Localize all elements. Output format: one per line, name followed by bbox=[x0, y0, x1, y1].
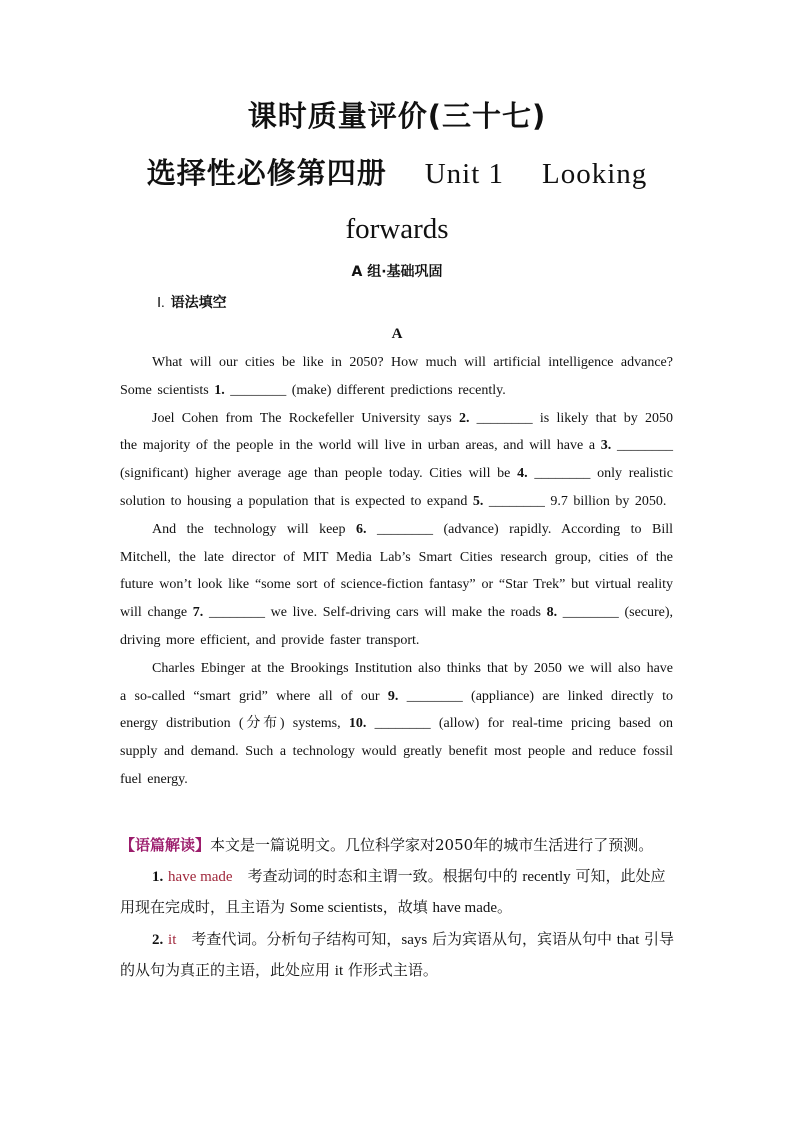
answer-text: it bbox=[168, 931, 177, 948]
unit-title bbox=[0, 153, 794, 194]
blank-number: 6. bbox=[356, 521, 377, 537]
blank-number: 3. bbox=[600, 438, 618, 454]
blank-number: 9. bbox=[387, 688, 407, 704]
book-name: 选择性必修第四册 bbox=[146, 156, 387, 190]
blank-number: 8. bbox=[546, 605, 563, 621]
blank-line[interactable]: ________ bbox=[562, 605, 619, 621]
answer-analysis bbox=[120, 830, 676, 987]
paragraph-4: Charles Ebinger at the Brookings Institution also thinks that by 2050 we will also have a so-called “smart grid” where all of our 9. ________ (appliance) are linked directly to energy distribution (分布) systems, 10. ________ (allow) for real-time pricing based on supply and demand. Such a technology would greatly benefit most people and reduce fossil fuel energy. bbox=[120, 660, 674, 787]
blank-line[interactable]: ________ bbox=[230, 382, 287, 398]
summary-tag: 【语篇解读】 bbox=[120, 836, 211, 854]
blank-line[interactable]: ________ bbox=[377, 521, 433, 537]
blank-line[interactable]: ________ bbox=[488, 493, 545, 509]
blank-line[interactable]: ________ bbox=[617, 438, 674, 454]
blank-number: 5. bbox=[472, 493, 489, 509]
passage-label: A bbox=[391, 326, 403, 342]
passage-body bbox=[120, 349, 673, 794]
unit-name-part2: forwards bbox=[345, 213, 449, 245]
group-heading: A 组·基础巩固 bbox=[351, 264, 443, 280]
blank-number: 2. bbox=[458, 410, 477, 426]
answer-text: have made bbox=[168, 868, 233, 885]
unit-name-part1: Looking bbox=[542, 158, 648, 190]
answer-item-2: 2. it 考查代词。分析句子结构可知，says 后为宾语从句，宾语从句中 that 引导的从句为真正的主语，此处应用 it 作形式主语。 bbox=[120, 929, 675, 979]
blank-number: 10. bbox=[348, 716, 375, 732]
unit-number: Unit 1 bbox=[424, 158, 505, 190]
paragraph-3: And the technology will keep 6. ________ (advance) rapidly. According to Bill Mitchell, the late director of MIT Media Lab’s Smart Cities research group, cities of the future won’t look like “some sort of science-fiction fantasy” or “Star Trek” but virtual reality will change 7. ________ we live. Self-driving cars will make the roads 8. ________ (secure), driving more efficient, and provide faster transport. bbox=[120, 521, 674, 648]
blank-line[interactable]: ________ bbox=[208, 605, 265, 621]
blank-number: 7. bbox=[192, 605, 209, 621]
section-heading bbox=[157, 293, 227, 314]
page-title: 课时质量评价(三十七) bbox=[247, 99, 547, 133]
blank-line[interactable]: ________ bbox=[406, 688, 463, 704]
paragraph-1: What will our cities be like in 2050? How much will artificial intelligence advance? Some scientists 1. ________ (make) different predictions recently. bbox=[120, 355, 673, 398]
blank-number: 1. bbox=[214, 382, 231, 398]
paragraph-2: Joel Cohen from The Rockefeller University says 2. ________ is likely that by 2050 the majority of the people in the world will live in urban areas, and will have a 3. ________ (significant) higher average age than people today. Cities will be 4. ________ only realistic solution to housing a population that is expected to expand 5. ________ 9.7 billion by 2050. bbox=[120, 410, 674, 509]
blank-number: 4. bbox=[517, 466, 535, 482]
section-number: Ⅰ. bbox=[157, 296, 165, 311]
section-title: 语法填空 bbox=[170, 295, 227, 311]
answer-item-1: 1. have made 考查动词的时态和主谓一致。根据句中的 recently 可知，此处应用现在完成时，且主语为 Some scientists，故填 have made。 bbox=[120, 866, 666, 916]
passage-summary: 【语篇解读】本文是一篇说明文。几位科学家对2050年的城市生活进行了预测。 bbox=[120, 836, 654, 854]
blank-line[interactable]: ________ bbox=[374, 716, 431, 732]
blank-line[interactable]: ________ bbox=[534, 466, 591, 482]
blank-line[interactable]: ________ bbox=[476, 410, 533, 426]
